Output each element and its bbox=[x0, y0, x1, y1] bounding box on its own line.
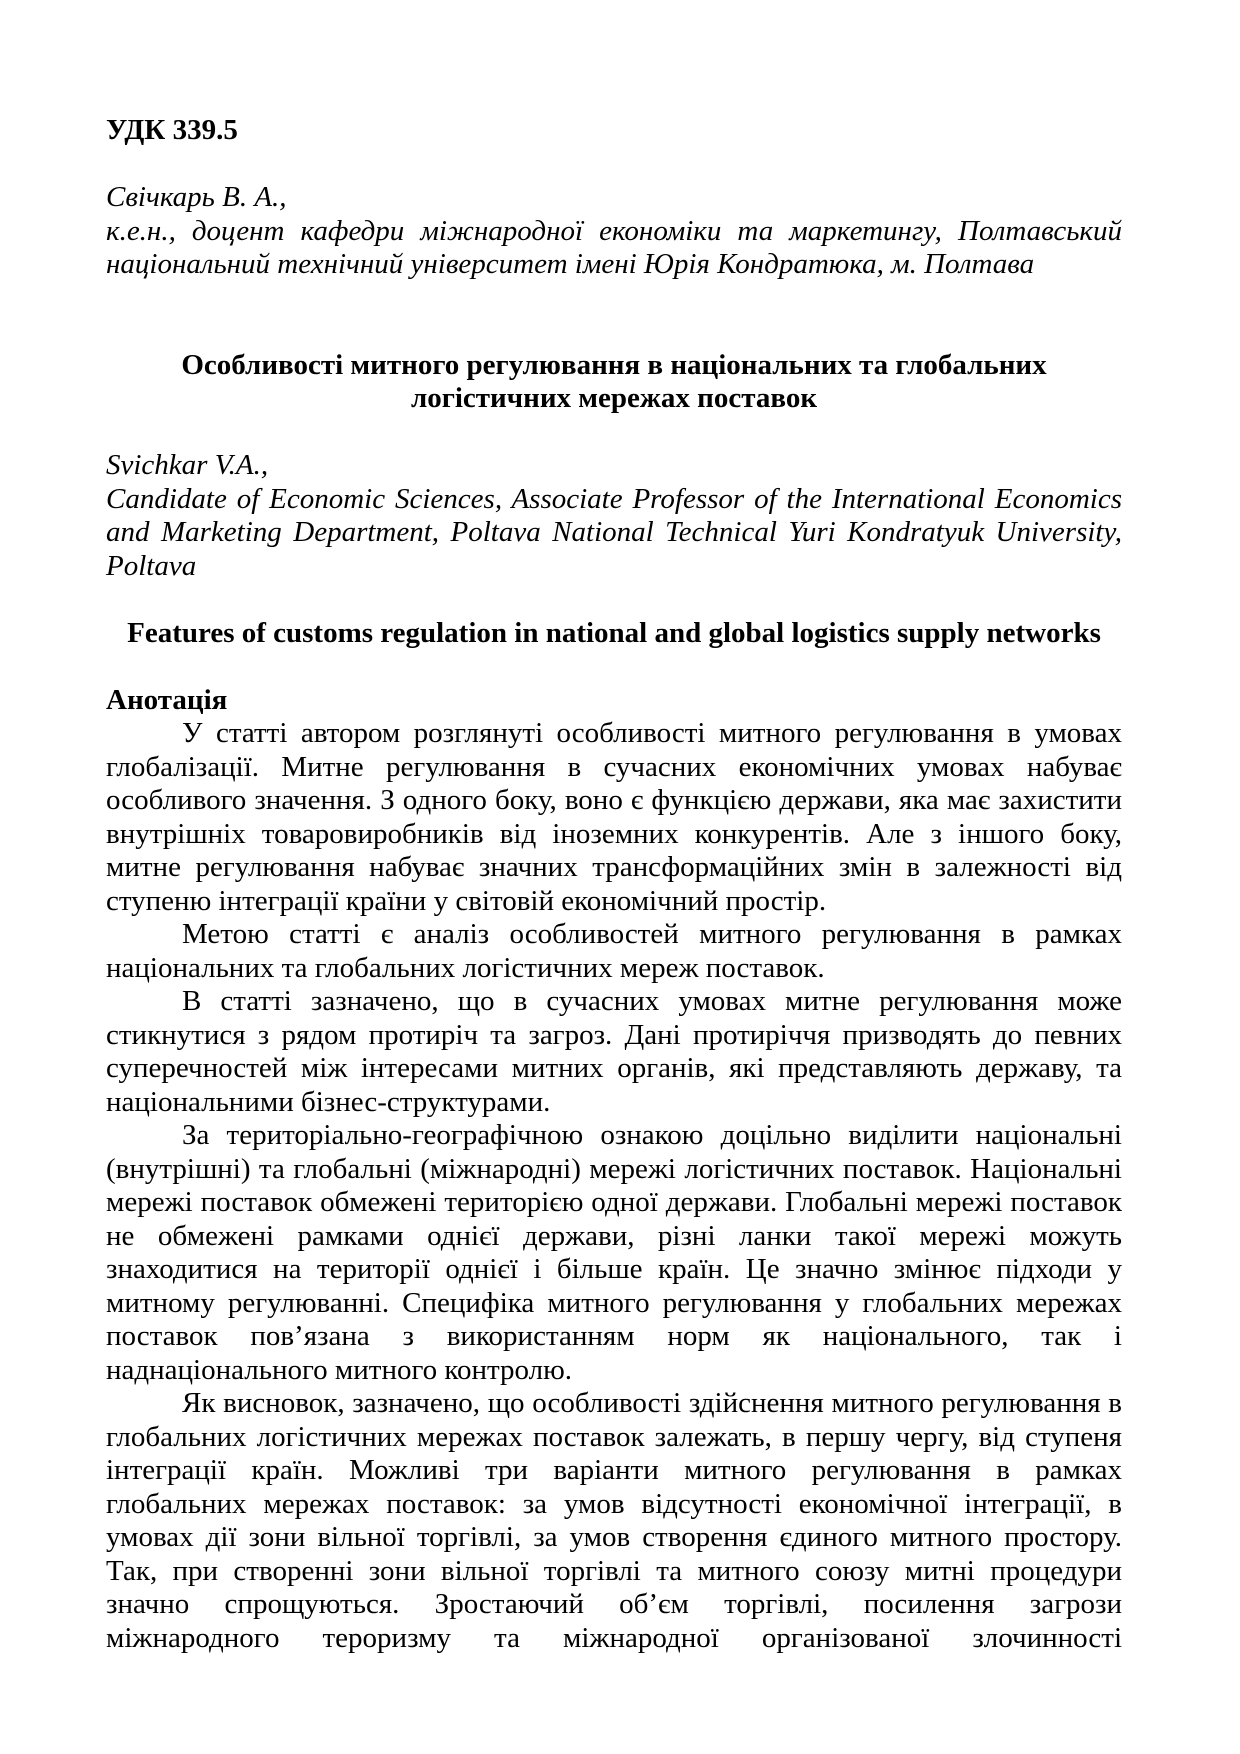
abstract-heading: Анотація bbox=[106, 683, 228, 716]
abstract-paragraph-continued: Як висновок, зазначено, що особливості здійснення митного регулювання в глобальних логістичних мережах поставок залежать, в першу чергу, від ступеня інтеграції країн. Можливі три варіанти митного регулювання в рамках глобальних мережах поставок: за умов відсутності економічної інтеграції, в умовах дії зони вільної торгівлі, за умов створення єдиного митного простору. Так, при створенні зони вільної торгівлі та митного союзу митні процедури значно спрощуються. Зростаючий об’єм торгівлі, посилення загрози міжнародного тероризму та міжнародної організованої злочинності bbox=[106, 1387, 1122, 1654]
abstract-paragraph: У статті автором розглянуті особливості митного регулювання в умовах глобалізації. Митне регулювання в сучасних економічних умовах набуває особливого значення. З одного боку, воно є функцією держави, яка має захистити внутрішніх товаровиробників від іноземних конкурентів. Але з іншого боку, митне регулювання набуває значних трансформаційних змін в залежності від ступеню інтеграції країни у світовій економічний простір. bbox=[106, 717, 1122, 917]
author-affiliation-ua: к.е.н., доцент кафедри міжнародної економіки та маркетингу, Полтавський національний технічний університет імені Юрія Кондратюка, м. Полтава bbox=[106, 214, 1122, 280]
article-title-ua: Особливості митного регулювання в національних та глобальних логістичних мережах поставок bbox=[181, 348, 1047, 414]
abstract-paragraph: Метою статті є аналіз особливостей митного регулювання в рамках національних та глобальних логістичних мереж поставок. bbox=[106, 918, 1122, 984]
author-affiliation-en: Candidate of Economic Sciences, Associate Professor of the International Economics and Marketing Department, Poltava National Technical Yuri Kondratyuk University, Poltava bbox=[106, 482, 1122, 582]
author-name-ua: Свічкарь В. А., bbox=[106, 181, 287, 213]
author-name-en: Svichkar V.A., bbox=[106, 449, 269, 481]
article-title-en: Features of customs regulation in national and global logistics supply networks bbox=[127, 616, 1101, 649]
abstract-paragraph: В статті зазначено, що в сучасних умовах митне регулювання може стикнутися з рядом протиріч та загроз. Дані протиріччя призводять до певних суперечностей між інтересами митних органів, які представляють державу, та національними бізнес-структурами. bbox=[106, 985, 1122, 1118]
udc-code: УДК 339.5 bbox=[106, 114, 238, 146]
abstract-paragraph: За територіально-географічною ознакою доцільно виділити національні (внутрішні) та глобальні (міжнародні) мережі логістичних поставок. Національні мережі поставок обмежені територією одної держави. Глобальні мережі поставок не обмежені рамками однієї держави, різні ланки такої мережі можуть знаходитися на території однієї і більше країн. Це значно змінює підходи у митному регулюванні. Специфіка митного регулювання у глобальних мережах поставок пов’язана з використанням норм як національного, так і наднаціонального митного контролю. bbox=[106, 1119, 1122, 1386]
